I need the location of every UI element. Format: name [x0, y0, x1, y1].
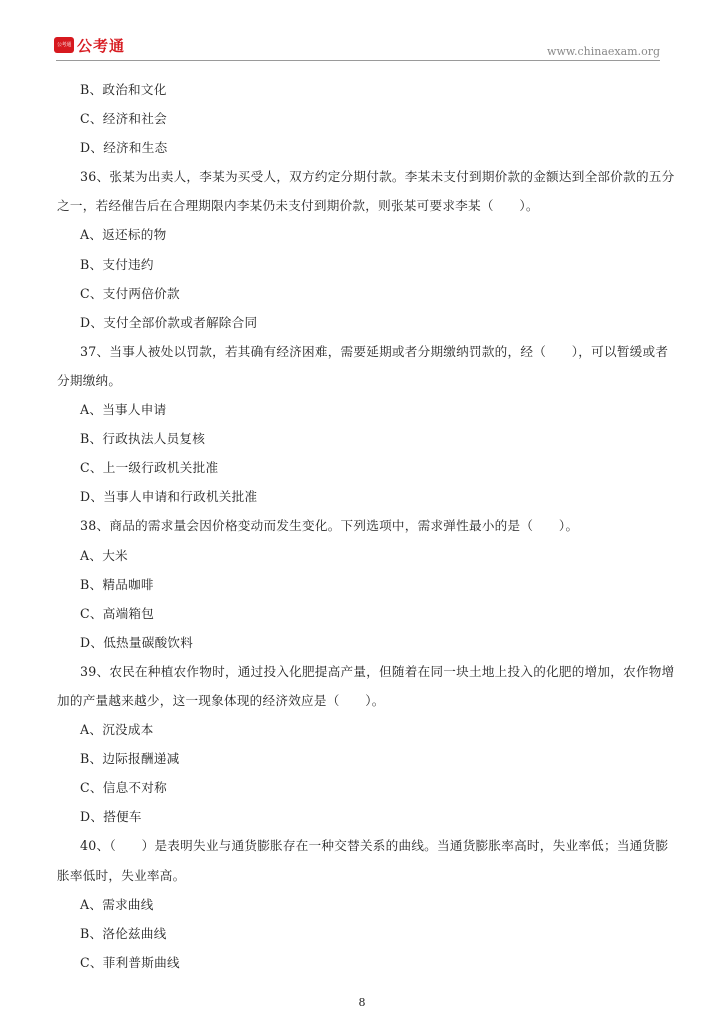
option-line: D、当事人申请和行政机关批准	[80, 489, 258, 505]
option-line: C、信息不对称	[80, 780, 167, 796]
option-line: D、低热量碳酸饮料	[80, 634, 194, 650]
question-38-text: 38、商品的需求量会因价格变动而发生变化。下列选项中，需求弹性最小的是（ ）。	[80, 518, 579, 534]
logo-text: 公考通	[77, 36, 126, 55]
option-line: C、高端箱包	[80, 605, 155, 621]
logo-badge-icon: 公考通	[54, 37, 74, 53]
option-line: A、返还标的物	[80, 227, 167, 243]
option-line: B、政治和文化	[80, 82, 167, 97]
option-line: A、需求曲线	[80, 896, 154, 912]
option-line: C、经济和社会	[80, 111, 167, 127]
option-line: A、当事人申请	[80, 402, 167, 418]
option-line: C、支付两倍价款	[80, 285, 180, 301]
option-line: A、沉没成本	[80, 722, 154, 738]
option-line: B、洛伦兹曲线	[80, 925, 167, 941]
option-line: D、搭便车	[80, 809, 142, 825]
question-37-text: 37、当事人被处以罚款，若其确有经济困难，需要延期或者分期缴纳罚款的，经（ ），可以暂缓或者	[80, 343, 669, 359]
option-line: A、大米	[80, 547, 128, 563]
question-37-text-cont: 分期缴纳。	[57, 372, 122, 388]
option-line: C、上一级行政机关批准	[80, 460, 219, 476]
option-line: D、经济和生态	[80, 140, 168, 156]
question-36-text-cont: 之一，若经催告后在合理期限内李某仍未支付到期价款，则张某可要求李某（ ）。	[57, 198, 539, 214]
logo	[54, 35, 125, 55]
document-body	[57, 75, 675, 977]
page-header	[0, 0, 724, 64]
question-39-text: 39、农民在种植农作物时，通过投入化肥提高产量，但随着在同一块土地上投入的化肥的增加，农作物增	[80, 663, 675, 679]
option-line: B、支付违约	[80, 256, 154, 272]
question-36-text: 36、张某为出卖人，李某为买受人，双方约定分期付款。李某未支付到期价款的金额达到全部价款的五分	[80, 169, 675, 185]
page-number: 8	[358, 996, 366, 1009]
option-line: B、边际报酬递减	[80, 751, 180, 767]
option-line: C、菲利普斯曲线	[80, 954, 180, 970]
option-line: B、精品咖啡	[80, 576, 154, 592]
option-line: D、支付全部价款或者解除合同	[80, 314, 258, 330]
question-40-text-cont: 胀率低时，失业率高。	[57, 867, 186, 883]
header-divider	[56, 60, 660, 61]
option-line: B、行政执法人员复核	[80, 431, 206, 447]
question-39-text-cont: 加的产量越来越少，这一现象体现的经济效应是（ ）。	[57, 692, 385, 708]
question-40-text: 40、（ ）是表明失业与通货膨胀存在一种交替关系的曲线。当通货膨胀率高时，失业率低；当通货膨	[80, 838, 669, 854]
site-url: www.chinaexam.org	[547, 45, 660, 58]
